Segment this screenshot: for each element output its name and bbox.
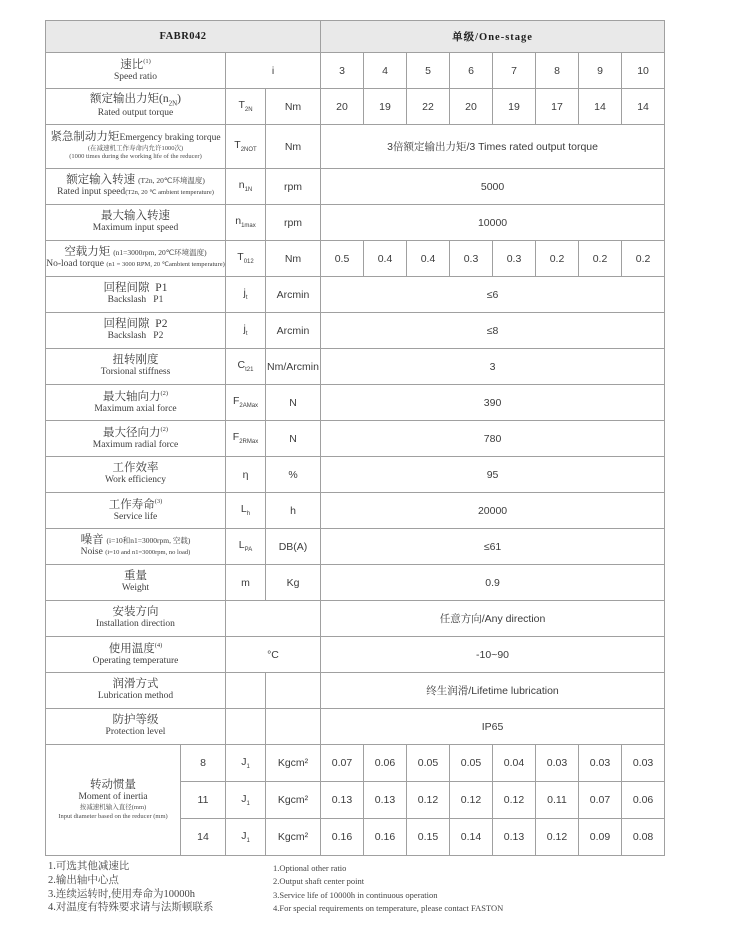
value-cell: 0.04 — [493, 745, 536, 782]
unit-cell: h — [266, 493, 321, 529]
row-rated-output-torque — [46, 89, 665, 125]
label-text: 安装方向 — [112, 605, 159, 618]
label-line — [46, 318, 225, 332]
row-torsional-stiffness — [46, 349, 665, 385]
label-line — [46, 619, 225, 631]
value-cell: 0.2 — [536, 241, 579, 277]
value-cell: 0.11 — [536, 782, 579, 819]
row-label — [46, 205, 226, 241]
label-text: n — [238, 179, 245, 192]
label-text: Speed ratio — [113, 71, 157, 82]
label-line — [46, 534, 225, 548]
label-text: i — [271, 64, 275, 77]
label-text: Input diameter based on the reducer (mm) — [58, 812, 168, 820]
label-line — [46, 145, 225, 154]
label-line — [46, 440, 225, 452]
unit-cell: Kgcm² — [266, 819, 321, 856]
label-text: 最大径向力 — [102, 426, 161, 439]
row-label — [46, 421, 226, 457]
value-cell: 22 — [407, 89, 450, 125]
row-label — [46, 457, 226, 493]
symbol-cell — [226, 673, 266, 709]
label-text: L — [238, 539, 245, 552]
label-text: (2) — [160, 425, 169, 433]
value-cell: ≤6 — [321, 277, 665, 313]
label-text: η — [242, 468, 249, 481]
label-text: 2AMax — [239, 403, 259, 410]
label-text: Torsional stiffness — [100, 367, 171, 378]
label-text: Work efficiency — [104, 475, 167, 486]
label-line — [46, 210, 225, 224]
label-line — [46, 367, 225, 379]
symbol-cell — [226, 313, 266, 349]
value-cell: 0.9 — [321, 565, 665, 601]
value-cell: 14 — [579, 89, 622, 125]
value-cell: 10000 — [321, 205, 665, 241]
value-cell: 17 — [536, 89, 579, 125]
value-cell: IP65 — [321, 709, 665, 745]
label-line — [46, 390, 225, 404]
row-label — [46, 637, 226, 673]
label-text: J — [241, 792, 247, 805]
table-header-row — [46, 21, 665, 53]
label-text: 012 — [243, 259, 254, 266]
label-text: Maximum radial force — [92, 439, 179, 450]
label-text: 按减速机输入直径(mm) — [79, 803, 147, 811]
row-moment-of-inertia-8 — [46, 745, 665, 782]
row-label — [46, 125, 226, 169]
symbol-cell — [226, 819, 266, 856]
symbol-cell — [226, 169, 266, 205]
unit-cell: Kg — [266, 565, 321, 601]
unit-cell — [266, 709, 321, 745]
unit-cell: Nm/Arcmin — [266, 349, 321, 385]
note-line: 2.输出轴中心点 — [48, 874, 119, 886]
row-rated-input-speed — [46, 169, 665, 205]
label-line — [46, 804, 180, 813]
label-line — [46, 691, 225, 703]
row-lubrication-method — [46, 673, 665, 709]
symbol-cell — [226, 277, 266, 313]
value-cell: 0.16 — [364, 819, 407, 856]
value-cell: 0.12 — [450, 782, 493, 819]
label-text: t — [245, 295, 248, 302]
unit-cell: N — [266, 385, 321, 421]
value-cell: 0.3 — [450, 241, 493, 277]
label-text: 额定输入转速 — [66, 173, 139, 186]
label-text: Operating temperature — [92, 655, 179, 666]
row-maximum-axial-force — [46, 385, 665, 421]
label-line — [46, 426, 225, 440]
label-text: Weight — [121, 583, 150, 594]
label-text: Emergency braking torque — [119, 132, 221, 143]
value-cell: 5 — [407, 53, 450, 89]
input-diameter-cell: 11 — [181, 782, 226, 819]
label-line — [46, 512, 225, 524]
input-diameter-cell: 14 — [181, 819, 226, 856]
label-text: 1 — [246, 801, 250, 808]
label-text: 额定输出力矩(n — [90, 93, 169, 106]
label-text: F — [232, 431, 240, 444]
value-cell: 0.4 — [407, 241, 450, 277]
label-text: n — [235, 215, 242, 228]
label-text: Noise — [80, 547, 106, 558]
unit-cell: N — [266, 421, 321, 457]
label-line — [46, 131, 225, 145]
label-text: F — [232, 395, 240, 408]
label-text: 2N — [244, 107, 253, 114]
label-text: Lubrication method — [97, 691, 174, 702]
label-text: (3) — [154, 497, 163, 505]
label-text: No-load torque — [46, 259, 107, 270]
label-line — [46, 72, 225, 84]
label-text: 最大轴向力 — [102, 390, 161, 403]
label-text: 润滑方式 — [112, 677, 159, 690]
value-cell: ≤8 — [321, 313, 665, 349]
symbol-cell — [226, 529, 266, 565]
value-cell: 19 — [493, 89, 536, 125]
value-cell: 8 — [536, 53, 579, 89]
label-line — [46, 498, 225, 512]
unit-cell — [266, 673, 321, 709]
value-cell: 20 — [321, 89, 364, 125]
label-line — [46, 475, 225, 487]
value-cell: 0.13 — [364, 782, 407, 819]
label-text: °C — [267, 648, 279, 661]
label-text: 1max — [241, 223, 256, 230]
label-text: 回程间隙 P2 — [103, 317, 168, 330]
value-cell: 终生润滑/Lifetime lubrication — [321, 673, 665, 709]
label-line — [46, 656, 225, 668]
value-cell: 5000 — [321, 169, 665, 205]
label-text: j — [243, 323, 246, 336]
label-text: Rated input speed — [57, 187, 126, 198]
row-no-load-torque — [46, 241, 665, 277]
row-label — [46, 169, 226, 205]
unit-cell: Nm — [266, 241, 321, 277]
label-text: (在减速机工作寿命内允许1000次) — [87, 144, 184, 152]
row-backslash-p2 — [46, 313, 665, 349]
label-line — [46, 108, 225, 120]
row-installation-direction — [46, 601, 665, 637]
symbol-cell — [226, 385, 266, 421]
value-cell: ≤61 — [321, 529, 665, 565]
label-text: (4) — [154, 641, 163, 649]
label-line — [46, 813, 180, 822]
label-text: ) — [177, 93, 181, 106]
value-cell: 3 — [321, 349, 665, 385]
symbol-cell — [226, 349, 266, 385]
label-line — [46, 295, 225, 307]
label-line — [46, 354, 225, 368]
label-line — [46, 727, 225, 739]
value-cell: 0.06 — [622, 782, 665, 819]
value-cell: 0.06 — [364, 745, 407, 782]
label-text: Backslash P2 — [107, 331, 164, 342]
symbol-cell — [226, 782, 266, 819]
symbol-cell — [226, 745, 266, 782]
value-cell: 0.05 — [450, 745, 493, 782]
value-cell: 19 — [364, 89, 407, 125]
row-label — [46, 89, 226, 125]
row-label — [46, 241, 226, 277]
label-text: J — [241, 755, 247, 768]
row-protection-level — [46, 709, 665, 745]
label-text: (T2n, 20℃环境温度) — [138, 175, 205, 185]
value-cell: 0.03 — [579, 745, 622, 782]
stage-title: 单级/One-stage — [321, 21, 665, 53]
label-line — [46, 404, 225, 416]
value-cell: 6 — [450, 53, 493, 89]
symbol-cell — [226, 601, 321, 637]
label-text: 最大输入转速 — [101, 209, 170, 222]
row-label — [46, 529, 226, 565]
label-line — [46, 153, 225, 162]
value-cell: 任意方向/Any direction — [321, 601, 665, 637]
value-cell: 3倍额定输出力矩/3 Times rated output torque — [321, 125, 665, 169]
unit-cell: rpm — [266, 205, 321, 241]
value-cell: 0.4 — [364, 241, 407, 277]
value-cell: 9 — [579, 53, 622, 89]
unit-cell: Nm — [266, 125, 321, 169]
value-cell: 14 — [622, 89, 665, 125]
symbol-cell — [226, 637, 321, 673]
label-line — [46, 223, 225, 235]
label-text: (n1 = 3000 RPM, 20 ℃ambient temperature) — [106, 261, 225, 269]
label-text: 2NOT — [240, 147, 257, 154]
unit-cell: Kgcm² — [266, 745, 321, 782]
label-text: Service life — [113, 511, 158, 522]
label-text: T — [237, 251, 244, 264]
label-text: t21 — [245, 367, 254, 374]
value-cell: 7 — [493, 53, 536, 89]
value-cell: 0.5 — [321, 241, 364, 277]
value-cell: 0.2 — [579, 241, 622, 277]
label-text: (i=10和n1=3000rpm, 空载) — [106, 535, 191, 545]
symbol-cell — [226, 205, 266, 241]
symbol-cell — [226, 457, 266, 493]
row-service-life — [46, 493, 665, 529]
label-text: T — [238, 99, 245, 112]
label-line — [46, 93, 225, 108]
row-label — [46, 349, 226, 385]
value-cell: 0.09 — [579, 819, 622, 856]
label-text: (2) — [160, 389, 169, 397]
label-text: 噪音 — [80, 533, 107, 546]
label-line — [46, 678, 225, 692]
value-cell: 3 — [321, 53, 364, 89]
label-text: 2N — [168, 99, 178, 108]
row-emergency-braking-torque — [46, 125, 665, 169]
value-cell: 95 — [321, 457, 665, 493]
label-line — [46, 570, 225, 584]
row-label — [46, 313, 226, 349]
row-label — [46, 277, 226, 313]
label-text: j — [243, 287, 246, 300]
label-text: J — [241, 829, 247, 842]
value-cell: 20 — [450, 89, 493, 125]
label-text: (1) — [143, 57, 151, 65]
row-operating-temperature — [46, 637, 665, 673]
unit-cell: Arcmin — [266, 313, 321, 349]
label-line — [46, 642, 225, 656]
label-line — [46, 792, 180, 804]
label-text: 工作效率 — [112, 461, 159, 474]
symbol-cell — [226, 421, 266, 457]
symbol-cell — [226, 53, 321, 89]
label-line — [46, 187, 225, 199]
value-cell: -10~90 — [321, 637, 665, 673]
unit-cell: Nm — [266, 89, 321, 125]
unit-cell: Kgcm² — [266, 782, 321, 819]
label-text: 重量 — [124, 569, 147, 582]
symbol-cell — [226, 125, 266, 169]
label-text: Rated output torque — [97, 107, 174, 118]
label-line — [46, 174, 225, 188]
row-noise — [46, 529, 665, 565]
label-line — [46, 58, 225, 72]
label-line — [46, 462, 225, 476]
label-text: Maximum input speed — [92, 223, 179, 234]
label-text: C — [237, 359, 246, 372]
label-text: 工作寿命 — [108, 498, 155, 511]
value-cell: 0.07 — [579, 782, 622, 819]
label-text: PA — [244, 547, 253, 554]
row-label — [46, 493, 226, 529]
row-label — [46, 601, 226, 637]
symbol-cell — [226, 493, 266, 529]
label-line — [46, 583, 225, 595]
note-line: 4.对温度有特殊要求请与法斯顿联系 — [48, 902, 214, 914]
label-text: m — [241, 576, 250, 589]
input-diameter-cell: 8 — [181, 745, 226, 782]
unit-cell: % — [266, 457, 321, 493]
label-text: L — [240, 503, 247, 516]
value-cell: 0.03 — [622, 745, 665, 782]
value-cell: 0.05 — [407, 745, 450, 782]
row-label — [46, 709, 226, 745]
value-cell: 0.3 — [493, 241, 536, 277]
value-cell: 0.03 — [536, 745, 579, 782]
label-line — [46, 606, 225, 620]
note-line: 2.Output shaft center point — [273, 876, 365, 887]
label-text: (1000 times during the working life of the reducer) — [69, 153, 202, 161]
symbol-cell — [226, 241, 266, 277]
unit-cell: rpm — [266, 169, 321, 205]
label-text: Maximum axial force — [94, 403, 177, 414]
label-text: 1 — [246, 838, 250, 845]
label-line — [46, 714, 225, 728]
label-text: 1N — [244, 187, 253, 194]
value-cell: 390 — [321, 385, 665, 421]
row-backslash-p1 — [46, 277, 665, 313]
value-cell: 0.12 — [493, 782, 536, 819]
footnotes-zh — [48, 860, 213, 915]
row-label — [46, 565, 226, 601]
value-cell: 0.16 — [321, 819, 364, 856]
value-cell: 0.14 — [450, 819, 493, 856]
row-weight — [46, 565, 665, 601]
note-line: 1.可选其他减速比 — [48, 861, 130, 872]
value-cell: 0.15 — [407, 819, 450, 856]
value-cell: 10 — [622, 53, 665, 89]
unit-cell: Arcmin — [266, 277, 321, 313]
label-line — [46, 779, 180, 793]
value-cell: 0.13 — [321, 782, 364, 819]
row-maximum-input-speed — [46, 205, 665, 241]
value-cell: 0.13 — [493, 819, 536, 856]
label-text: Moment of inertia — [78, 792, 148, 803]
label-text: 空载力矩 — [64, 245, 114, 258]
label-text: 2RMax — [239, 439, 259, 446]
label-text: 防护等级 — [112, 713, 159, 726]
label-text: T — [234, 139, 241, 152]
label-text: (n1=3000rpm, 20℃环境温度) — [113, 247, 207, 257]
row-label — [46, 745, 181, 856]
label-line — [46, 331, 225, 343]
label-text: 转动惯量 — [90, 778, 136, 791]
label-text: (i=10 and n1=3000rpm, no load) — [105, 549, 191, 557]
model-name: FABR042 — [46, 21, 321, 53]
label-text: 回程间隙 P1 — [103, 281, 168, 294]
label-text: h — [246, 511, 251, 518]
label-line — [46, 282, 225, 296]
value-cell: 0.2 — [622, 241, 665, 277]
label-text: 紧急制动力矩 — [50, 130, 120, 143]
value-cell: 0.08 — [622, 819, 665, 856]
label-text: (T2n, 20 ℃ ambient temperature) — [125, 189, 214, 197]
value-cell: 20000 — [321, 493, 665, 529]
symbol-cell — [226, 709, 266, 745]
symbol-cell — [226, 89, 266, 125]
row-maximum-radial-force — [46, 421, 665, 457]
label-text: t — [245, 331, 248, 338]
label-text: Installation direction — [96, 619, 175, 630]
row-label — [46, 673, 226, 709]
label-text: Protection level — [105, 727, 166, 738]
note-line: 3.连续运转时,使用寿命为10000h — [48, 888, 195, 900]
symbol-cell — [226, 565, 266, 601]
row-label — [46, 53, 226, 89]
label-text: 使用温度 — [108, 642, 155, 655]
note-line: 4.For special requirements on temperature, please contact FASTON — [273, 903, 504, 914]
value-cell: 0.12 — [536, 819, 579, 856]
footnotes-en — [273, 862, 503, 916]
value-cell: 780 — [321, 421, 665, 457]
value-cell: 4 — [364, 53, 407, 89]
note-line: 1.Optional other ratio — [273, 863, 347, 873]
note-line: 3.Service life of 10000h in continuous operation — [273, 889, 438, 900]
row-speed-ratio — [46, 53, 665, 89]
value-cell: 0.07 — [321, 745, 364, 782]
row-work-efficiency — [46, 457, 665, 493]
label-line — [46, 547, 225, 559]
label-line — [46, 246, 225, 260]
label-line — [46, 259, 225, 271]
row-label — [46, 385, 226, 421]
label-text: Backslash P1 — [107, 295, 164, 306]
label-text: 1 — [246, 764, 250, 771]
label-text: 扭转刚度 — [112, 353, 159, 366]
spec-table — [45, 20, 665, 856]
value-cell: 0.12 — [407, 782, 450, 819]
unit-cell: DB(A) — [266, 529, 321, 565]
label-text: 速比 — [120, 58, 144, 71]
